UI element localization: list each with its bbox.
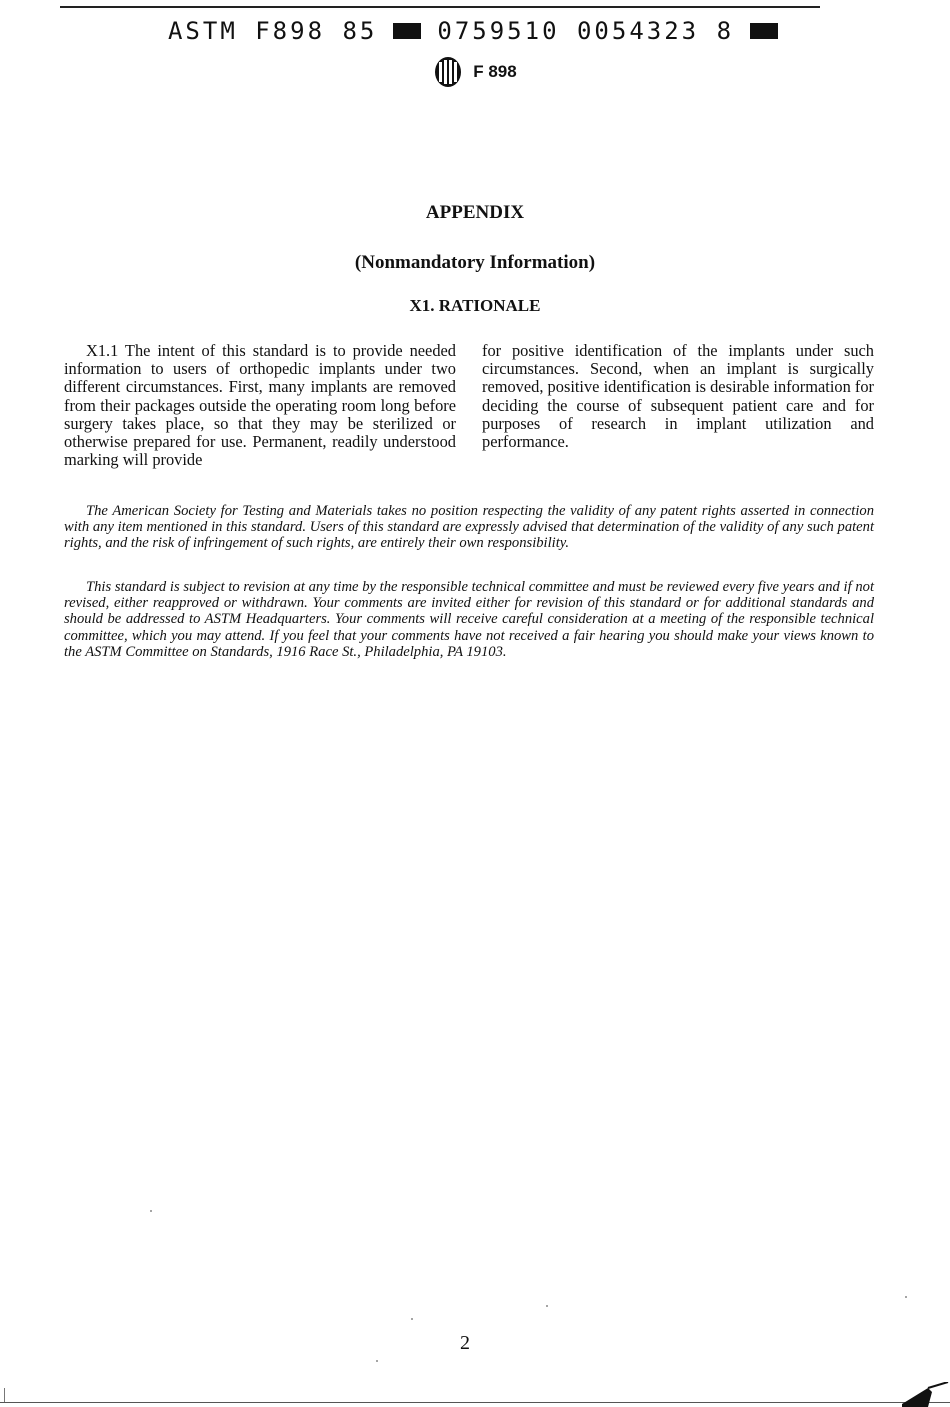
page-number: 2 [460, 1332, 470, 1354]
designation-number: F 898 [473, 62, 517, 81]
document-code-header [0, 14, 950, 48]
rationale-left-column: X1.1 The intent of this standard is to provide needed information to users of orthopedic implants under two different circumstances. First, many implants are removed from their packages outside the operating room long before surgery takes place, so that they may be sterilized or otherwise prepared for use. Permanent, readily understood marking will provide [64, 341, 456, 470]
scan-speck [546, 1305, 548, 1307]
designation [0, 56, 950, 88]
patent-notice: The American Society for Testing and Materials takes no position respecting the validity of any patent rights asserted in connection with any item mentioned in this standard. Users of this standard are expressly advised that determination of the validity of any such patent rights, and the risk of infringement of such rights, are entirely their own responsibility. [64, 503, 874, 552]
rationale-columns [64, 342, 874, 469]
corner-scan-artifact-icon [900, 1382, 950, 1407]
document-code-part-1: ASTM F898 85 [167, 17, 378, 45]
bottom-scan-line [0, 1402, 950, 1403]
section-heading: X1. RATIONALE [409, 296, 541, 315]
rationale-right-column: for positive identification of the implants under such circumstances. Second, when an implant is surgically removed, positive identification is desirable information for deciding the course of subsequent patient care and for purposes of research in implant utilization and performance. [482, 341, 874, 452]
revision-notice: This standard is subject to revision at any time by the responsible technical committee and must be reviewed every five years and if not revised, either reapproved or withdrawn. Your comments are invited either for revision of this standard or for additional standards and should be addressed to ASTM Headquarters. Your comments will receive careful consideration at a meeting of the responsible technical committee, which you may attend. If you feel that your comments have not received a fair hearing you should make your views known to the ASTM Committee on Standards, 1916 Race St., Philadelphia, PA 19103. [64, 579, 874, 660]
document-code-part-2: 0759510 0054323 8 [437, 17, 735, 45]
scan-speck [411, 1318, 413, 1320]
astm-logo-icon [433, 56, 463, 88]
scan-speck [150, 1210, 152, 1212]
left-scan-line [4, 1388, 5, 1402]
black-block-mark [750, 23, 778, 39]
appendix-title: APPENDIX [425, 202, 525, 223]
appendix-subtitle: (Nonmandatory Information) [354, 252, 596, 273]
top-scan-line [60, 6, 820, 8]
scan-speck [376, 1360, 378, 1362]
black-block-mark [393, 23, 421, 39]
scan-speck [905, 1296, 907, 1298]
